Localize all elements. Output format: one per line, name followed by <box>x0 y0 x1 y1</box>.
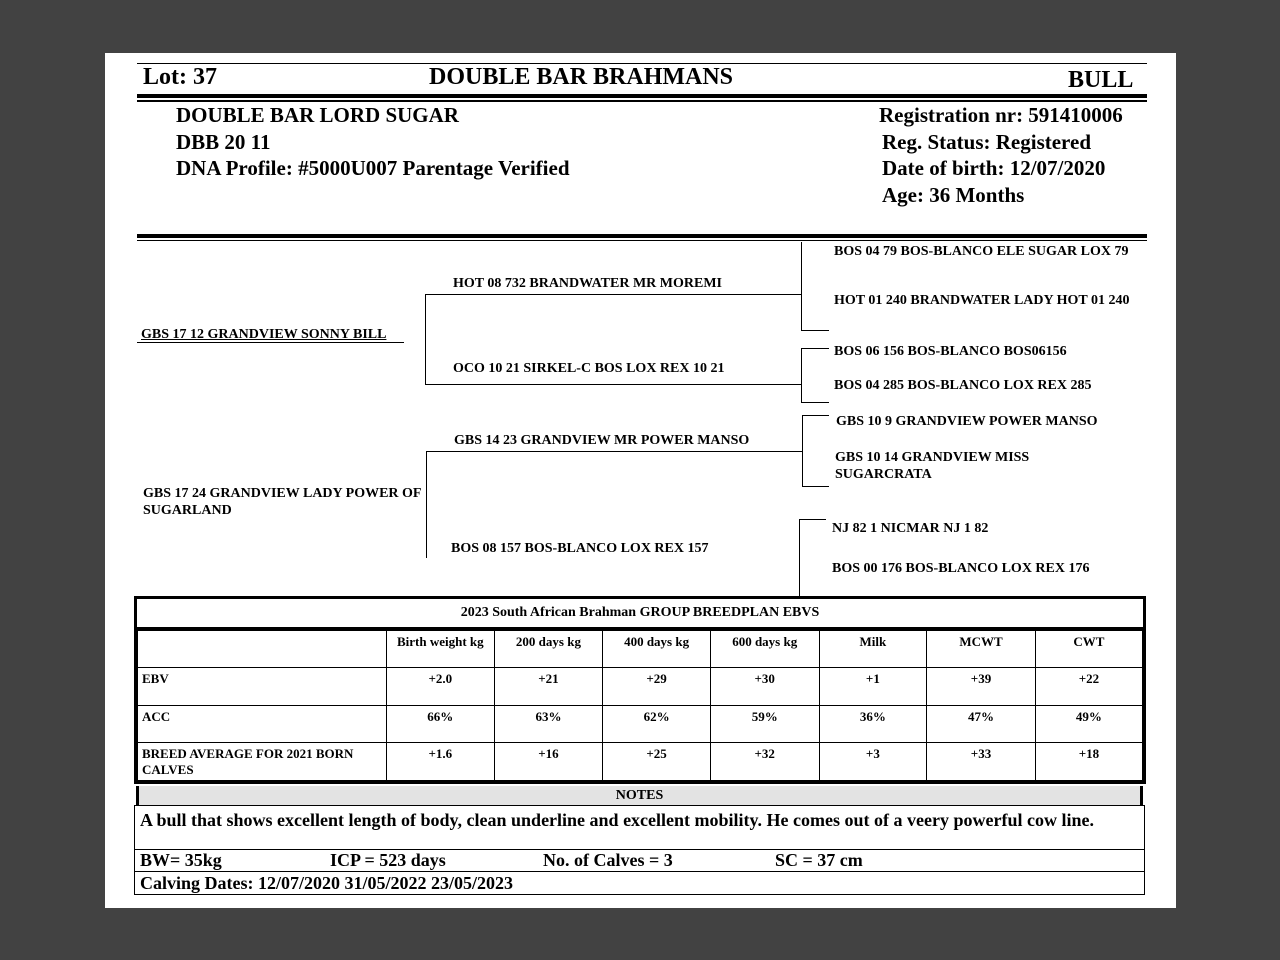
ebv-row-breed-average <box>136 743 1144 783</box>
number-of-calves: No. of Calves = 3 <box>543 850 673 870</box>
animal-name: DOUBLE BAR LORD SUGAR <box>176 103 459 127</box>
sire-dam-line <box>425 384 802 385</box>
age: Age: 36 Months <box>882 183 1025 207</box>
column-header: Milk <box>819 629 927 668</box>
date-of-birth: Date of birth: 12/07/2020 <box>882 156 1106 180</box>
ebv-table <box>134 627 1146 784</box>
pedigree-ss-sire: BOS 04 79 BOS-BLANCO ELE SUGAR LOX 79 <box>834 244 1129 259</box>
ss-bracket <box>801 242 802 331</box>
column-header: 200 days kg <box>494 629 603 668</box>
calving-dates: Calving Dates: 12/07/2020 31/05/2022 23/05/2023 <box>135 871 1144 894</box>
pedigree-ds-sire: GBS 10 9 GRANDVIEW POWER MANSO <box>836 414 1098 429</box>
column-header: Birth weight kg <box>386 629 494 668</box>
ebv-header-row <box>136 629 1144 668</box>
pedigree-sire: GBS 17 12 GRANDVIEW SONNY BILL <box>141 327 387 342</box>
ebv-section <box>134 596 1146 784</box>
lot-number: Lot: 37 <box>143 64 217 90</box>
icp: ICP = 523 days <box>330 850 446 870</box>
pedigree-dam-sire: GBS 14 23 GRANDVIEW MR POWER MANSO <box>454 433 750 448</box>
pedigree-dd-dam: BOS 00 176 BOS-BLANCO LOX REX 176 <box>832 561 1090 576</box>
table-cell: +39 <box>927 668 1036 706</box>
table-cell: +22 <box>1035 668 1144 706</box>
sd-bracket <box>801 348 802 403</box>
breeder-name: DOUBLE BAR BRAHMANS <box>429 64 734 90</box>
tattoo-id: DBB 20 11 <box>176 130 271 154</box>
table-cell: +16 <box>494 743 603 783</box>
ds-bracket-foot <box>802 486 829 487</box>
pedigree-dam-dam: BOS 08 157 BOS-BLANCO LOX REX 157 <box>451 541 709 556</box>
column-header: 600 days kg <box>710 629 819 668</box>
pedigree-sire-sire: HOT 08 732 BRANDWATER MR MOREMI <box>453 276 722 291</box>
table-cell: 63% <box>494 706 603 743</box>
sd-bracket-foot <box>801 402 829 403</box>
dd-bracket-top <box>799 519 826 520</box>
table-cell: +32 <box>710 743 819 783</box>
birth-weight: BW= 35kg <box>140 850 222 870</box>
column-header: 400 days kg <box>603 629 711 668</box>
registration-status: Reg. Status: Registered <box>882 130 1091 154</box>
table-cell: +33 <box>927 743 1036 783</box>
table-cell: +1 <box>819 668 927 706</box>
sire-connector <box>137 342 404 343</box>
pedigree-dd-sire: NJ 82 1 NICMAR NJ 1 82 <box>832 521 989 536</box>
table-cell: 47% <box>927 706 1036 743</box>
row-label: EBV <box>136 668 386 706</box>
table-cell: 66% <box>386 706 494 743</box>
table-cell: +1.6 <box>386 743 494 783</box>
dam-bracket <box>426 451 427 558</box>
dd-bracket <box>799 519 800 596</box>
notes-box <box>134 805 1145 895</box>
pedigree-ss-dam: HOT 01 240 BRANDWATER LADY HOT 01 240 <box>834 293 1130 308</box>
notes-text: A bull that shows excellent length of body, clean underline and excellent mobility. He comes out of a veery powerful cow line. <box>140 810 1094 830</box>
pedigree-sd-dam: BOS 04 285 BOS-BLANCO LOX REX 285 <box>834 378 1092 393</box>
table-cell: +21 <box>494 668 603 706</box>
header-rule-thick <box>137 94 1147 98</box>
table-cell: 36% <box>819 706 927 743</box>
table-cell: +25 <box>603 743 711 783</box>
ss-bracket-foot <box>801 330 829 331</box>
column-header: CWT <box>1035 629 1144 668</box>
ebv-title: 2023 South African Brahman GROUP BREEDPLAN EBVS <box>134 596 1146 627</box>
table-cell: +18 <box>1035 743 1144 783</box>
sex-label: BULL <box>1068 67 1134 93</box>
pedigree-ds-dam: GBS 10 14 GRANDVIEW MISS SUGARCRATA <box>835 450 1030 482</box>
table-cell: +29 <box>603 668 711 706</box>
ebv-header-blank <box>136 629 386 668</box>
ds-bracket <box>802 415 803 487</box>
table-cell: 49% <box>1035 706 1144 743</box>
row-label: BREED AVERAGE FOR 2021 BORN CALVES <box>136 743 386 783</box>
dam-sire-line <box>426 451 802 452</box>
row-label: ACC <box>136 706 386 743</box>
sd-bracket-top <box>801 348 829 349</box>
pedigree-dam: GBS 17 24 GRANDVIEW LADY POWER OF SUGARLAND <box>143 486 421 518</box>
pedigree-rule-thick <box>137 234 1147 238</box>
table-cell: +3 <box>819 743 927 783</box>
registration-number: Registration nr: 591410006 <box>879 103 1123 127</box>
sire-sire-line <box>425 294 802 295</box>
ebv-row-acc <box>136 706 1144 743</box>
notes-heading: NOTES <box>136 786 1143 805</box>
stats-row <box>135 849 1144 871</box>
header-rule-thin <box>137 100 1147 102</box>
table-cell: +30 <box>710 668 819 706</box>
ebv-row-ebv <box>136 668 1144 706</box>
dna-profile: DNA Profile: #5000U007 Parentage Verified <box>176 156 570 180</box>
table-cell: 62% <box>603 706 711 743</box>
pedigree-sd-sire: BOS 06 156 BOS-BLANCO BOS06156 <box>834 344 1067 359</box>
pedigree-rule-thin <box>137 240 1147 241</box>
column-header: MCWT <box>927 629 1036 668</box>
sire-bracket <box>425 294 426 385</box>
pedigree-sire-dam: OCO 10 21 SIRKEL-C BOS LOX REX 10 21 <box>453 361 725 376</box>
scrotal-circumference: SC = 37 cm <box>775 850 863 870</box>
ds-bracket-top <box>802 415 829 416</box>
table-cell: +2.0 <box>386 668 494 706</box>
table-cell: 59% <box>710 706 819 743</box>
